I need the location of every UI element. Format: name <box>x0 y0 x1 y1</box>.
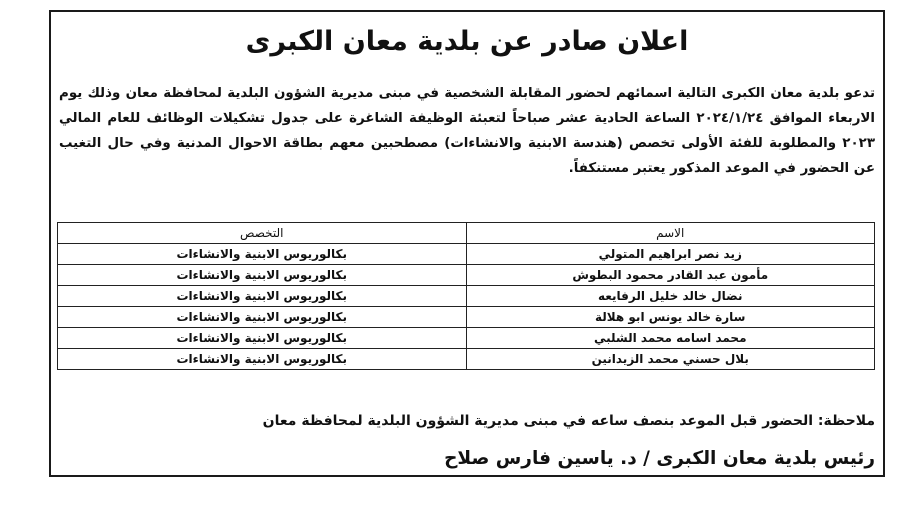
mayor-signature: رئيس بلدية معان الكبرى / د. ياسين فارس صلاح <box>444 448 875 469</box>
table-row <box>58 328 875 349</box>
candidate-name: زيد نصر ابراهيم المتولي <box>466 244 875 265</box>
announcement-body: تدعو بلدية معان الكبرى التالية اسمائهم لحضور المقابلة الشخصية في مبنى مديرية الشؤون البلدية لمحافظة معان وذلك يوم الاربعاء الموافق ٢٠٢٤/١/٢٤ الساعة الحادية عشر صباحاً لتعبئة الوظيفة الشاغرة على جدول تشكيلات الوظائف للعام المالي ٢٠٢٣ والمطلوبة للفئة الأولى تخصص (هندسة الابنية والانشاءات) مصطحبين معهم بطاقة الاحوال المدنية وفي حال التغيب عن الحضور في الموعد المذكور يعتبر مستنكفاً. <box>59 86 875 176</box>
candidate-specialty: بكالوريوس الابنية والانشاءات <box>58 349 467 370</box>
table-row <box>58 286 875 307</box>
candidate-name: سارة خالد يونس ابو هلالة <box>466 307 875 328</box>
candidate-specialty: بكالوريوس الابنية والانشاءات <box>58 328 467 349</box>
candidate-specialty: بكالوريوس الابنية والانشاءات <box>58 265 467 286</box>
announcement-frame <box>49 10 885 477</box>
candidate-name: محمد اسامه محمد الشلبي <box>466 328 875 349</box>
candidate-name: مأمون عبد القادر محمود البطوش <box>466 265 875 286</box>
table-row <box>58 244 875 265</box>
candidate-specialty: بكالوريوس الابنية والانشاءات <box>58 286 467 307</box>
candidate-specialty: بكالوريوس الابنية والانشاءات <box>58 244 467 265</box>
announcement-title: اعلان صادر عن بلدية معان الكبرى <box>245 26 689 57</box>
table-row <box>58 307 875 328</box>
table-row <box>58 349 875 370</box>
table-row <box>58 265 875 286</box>
candidates-table <box>57 222 875 370</box>
candidate-specialty: بكالوريوس الابنية والانشاءات <box>58 307 467 328</box>
attendance-note: ملاحظة: الحضور قبل الموعد بنصف ساعه في مبنى مديرية الشؤون البلدية لمحافظة معان <box>262 413 875 429</box>
candidate-name: بلال حسني محمد الزيدانين <box>466 349 875 370</box>
candidate-name: نضال خالد خليل الرفايعه <box>466 286 875 307</box>
specialty-column-header: التخصص <box>58 223 467 244</box>
table-header-row <box>58 223 875 244</box>
name-column-header: الاسم <box>466 223 875 244</box>
